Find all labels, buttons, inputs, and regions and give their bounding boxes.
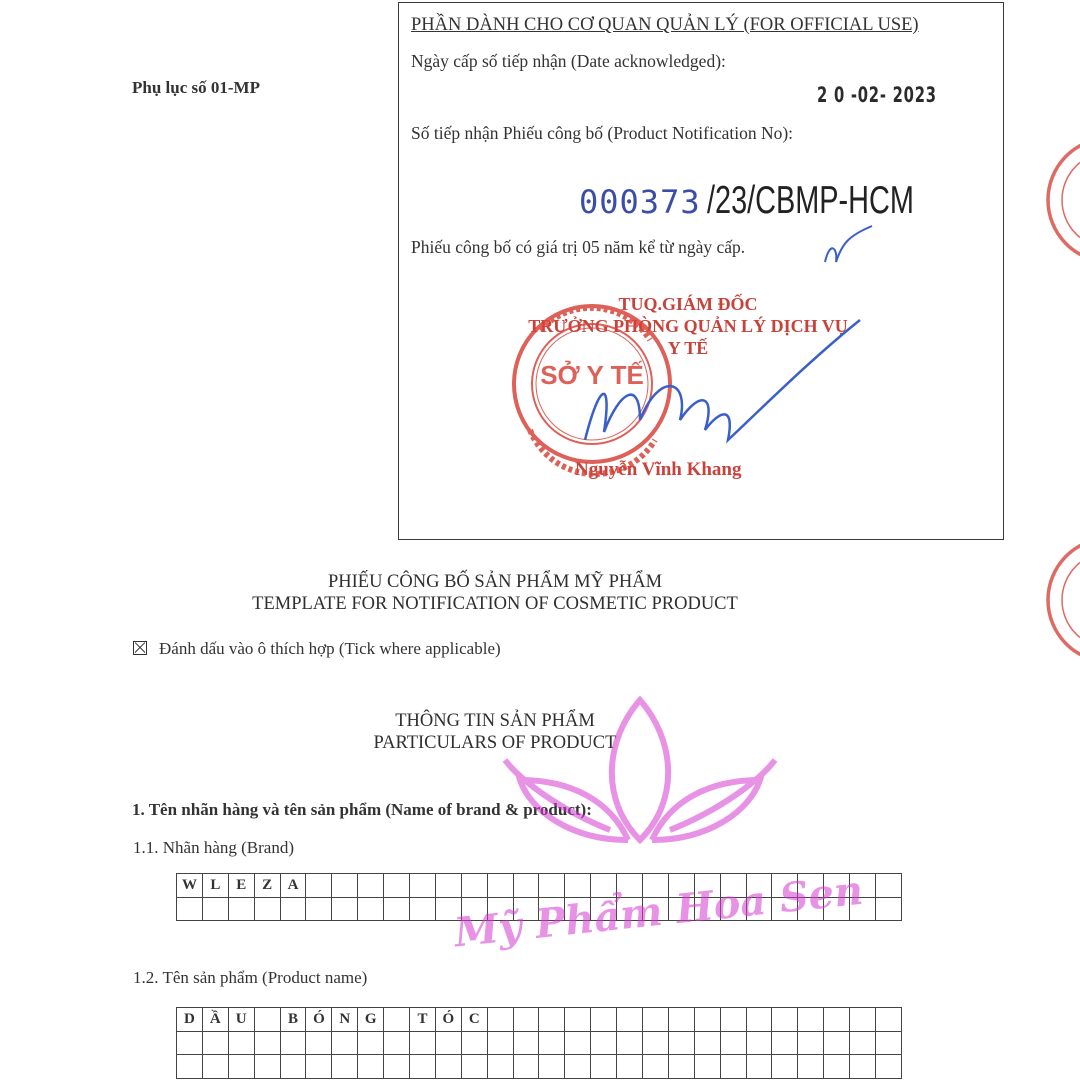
letter-cell[interactable]	[229, 898, 255, 922]
notification-number-digits: 000373	[579, 183, 701, 221]
letter-cell[interactable]	[203, 1055, 229, 1079]
letter-cell[interactable]: Ó	[306, 1008, 332, 1032]
letter-cell[interactable]: E	[229, 874, 255, 898]
letter-cell[interactable]: W	[177, 874, 203, 898]
letter-cell[interactable]	[591, 1032, 617, 1056]
letter-cell[interactable]	[876, 898, 902, 922]
letter-cell[interactable]	[876, 1032, 902, 1056]
letter-cell[interactable]	[695, 1055, 721, 1079]
letter-cell[interactable]: U	[229, 1008, 255, 1032]
letter-cell[interactable]	[436, 1032, 462, 1056]
letter-cell[interactable]	[384, 1055, 410, 1079]
letter-cell[interactable]	[255, 1032, 281, 1056]
letter-cell[interactable]: A	[281, 874, 307, 898]
letter-cell[interactable]	[410, 874, 436, 898]
letter-cell[interactable]	[591, 1055, 617, 1079]
letter-cell[interactable]	[617, 874, 643, 898]
letter-cell[interactable]	[695, 874, 721, 898]
letter-cell[interactable]	[539, 1055, 565, 1079]
tick-instruction	[133, 639, 501, 659]
official-use-box	[398, 2, 1004, 540]
date-acknowledged-value: 2 0 -02- 2023	[817, 83, 937, 107]
letter-cell[interactable]	[643, 1008, 669, 1032]
letter-cell[interactable]	[255, 898, 281, 922]
notification-number-suffix: /23/CBMP-HCM	[706, 179, 914, 222]
letter-cell[interactable]	[798, 1032, 824, 1056]
date-acknowledged-label: Ngày cấp số tiếp nhận (Date acknowledged):	[411, 51, 726, 71]
letter-cell[interactable]	[384, 874, 410, 898]
letter-cell[interactable]	[721, 1008, 747, 1032]
letter-cell[interactable]	[332, 1055, 358, 1079]
letter-cell[interactable]	[177, 898, 203, 922]
letter-cell[interactable]	[824, 898, 850, 922]
letter-cell[interactable]: Z	[255, 874, 281, 898]
notification-number	[579, 179, 986, 223]
letter-cell[interactable]	[281, 1055, 307, 1079]
letter-cell[interactable]	[539, 1008, 565, 1032]
letter-cell[interactable]	[798, 1008, 824, 1032]
checked-box-icon	[133, 641, 147, 655]
annex-label: Phụ lục số 01-MP	[132, 78, 260, 97]
letter-cell[interactable]: Ó	[436, 1008, 462, 1032]
letter-cell[interactable]	[747, 1008, 773, 1032]
letter-cell[interactable]	[772, 1055, 798, 1079]
form-title-vi: PHIẾU CÔNG BỐ SẢN PHẨM MỸ PHẨM	[327, 572, 663, 592]
letter-cell[interactable]	[410, 898, 436, 922]
letter-cell[interactable]	[747, 898, 773, 922]
letter-cell[interactable]	[514, 1032, 540, 1056]
letter-cell[interactable]	[876, 1008, 902, 1032]
letter-cell[interactable]	[565, 1008, 591, 1032]
letter-cell[interactable]	[514, 874, 540, 898]
letter-cell[interactable]	[798, 874, 824, 898]
letter-cell[interactable]	[539, 1032, 565, 1056]
letter-cell[interactable]	[669, 1032, 695, 1056]
letter-cell[interactable]	[617, 898, 643, 922]
form-title-en: TEMPLATE FOR NOTIFICATION OF COSMETIC PRODUCT	[252, 594, 738, 614]
letter-cell[interactable]	[384, 1008, 410, 1032]
section-title-vi: THÔNG TIN SẢN PHẨM	[395, 711, 595, 731]
seal-text: SỞ Y TẾ	[540, 360, 644, 390]
letter-cell[interactable]	[436, 1055, 462, 1079]
letter-cell[interactable]	[358, 1055, 384, 1079]
letter-cell[interactable]	[695, 898, 721, 922]
letter-cell[interactable]	[850, 874, 876, 898]
letter-cell[interactable]	[772, 1008, 798, 1032]
letter-cell[interactable]	[462, 898, 488, 922]
question-1-label: 1. Tên nhãn hàng và tên sản phẩm (Name of brand & product):	[132, 800, 592, 819]
letter-cell[interactable]	[824, 1055, 850, 1079]
letter-cell[interactable]	[798, 1055, 824, 1079]
letter-cell[interactable]	[772, 898, 798, 922]
letter-cell[interactable]	[306, 874, 332, 898]
letter-cell[interactable]	[255, 1055, 281, 1079]
letter-cell[interactable]	[617, 1032, 643, 1056]
letter-cell[interactable]: C	[462, 1008, 488, 1032]
letter-cell[interactable]	[281, 1032, 307, 1056]
letter-cell[interactable]	[539, 874, 565, 898]
letter-cell[interactable]	[565, 874, 591, 898]
approver-title-line1: TUQ.GIÁM ĐỐC	[618, 294, 758, 314]
letter-cell[interactable]	[488, 898, 514, 922]
letter-cell[interactable]	[824, 874, 850, 898]
approver-title	[523, 293, 853, 359]
letter-cell[interactable]	[436, 874, 462, 898]
letter-cell[interactable]	[358, 874, 384, 898]
letter-cell[interactable]	[306, 1055, 332, 1079]
letter-cell[interactable]	[772, 874, 798, 898]
letter-cell[interactable]: Ầ	[203, 1008, 229, 1032]
letter-cell[interactable]	[747, 1032, 773, 1056]
notification-number-label: Số tiếp nhận Phiếu công bố (Product Notification No):	[411, 123, 794, 143]
brand-label: 1.1. Nhãn hàng (Brand)	[133, 838, 294, 857]
letter-cell[interactable]	[306, 898, 332, 922]
letter-cell[interactable]	[617, 1055, 643, 1079]
letter-cell[interactable]: N	[332, 1008, 358, 1032]
letter-cell[interactable]	[643, 1032, 669, 1056]
letter-cell[interactable]	[876, 874, 902, 898]
letter-cell[interactable]	[747, 874, 773, 898]
letter-cell[interactable]	[358, 1032, 384, 1056]
letter-cell[interactable]	[876, 1055, 902, 1079]
letter-cell[interactable]	[747, 1055, 773, 1079]
letter-cell[interactable]	[669, 874, 695, 898]
letter-cell[interactable]	[332, 898, 358, 922]
product-name-letter-grid[interactable]	[176, 1007, 902, 1079]
letter-cell[interactable]	[772, 1032, 798, 1056]
letter-cell[interactable]	[177, 1055, 203, 1079]
letter-cell[interactable]	[384, 1032, 410, 1056]
letter-cell[interactable]	[488, 1055, 514, 1079]
letter-cell[interactable]	[281, 898, 307, 922]
letter-cell[interactable]	[669, 898, 695, 922]
letter-cell[interactable]	[824, 1008, 850, 1032]
letter-cell[interactable]	[565, 1032, 591, 1056]
letter-cell[interactable]	[306, 1032, 332, 1056]
official-use-title: PHẦN DÀNH CHO CƠ QUAN QUẢN LÝ (FOR OFFICIAL USE)	[411, 15, 919, 35]
letter-cell[interactable]	[255, 1008, 281, 1032]
brand-letter-grid[interactable]	[176, 873, 902, 921]
letter-cell[interactable]	[721, 898, 747, 922]
letter-cell[interactable]	[462, 1055, 488, 1079]
letter-cell[interactable]	[332, 874, 358, 898]
approver-title-line2: TRƯỞNG PHÒNG QUẢN LÝ DỊCH VỤ Y TẾ	[528, 316, 848, 358]
letter-cell[interactable]	[565, 898, 591, 922]
letter-cell[interactable]	[695, 1032, 721, 1056]
letter-cell[interactable]	[669, 1008, 695, 1032]
edge-seal-icon	[1048, 138, 1080, 662]
letter-cell[interactable]	[695, 1008, 721, 1032]
letter-cell[interactable]	[514, 1055, 540, 1079]
letter-cell[interactable]	[850, 1008, 876, 1032]
letter-cell[interactable]	[565, 1055, 591, 1079]
section-title-en: PARTICULARS OF PRODUCT	[373, 733, 617, 753]
letter-cell[interactable]	[591, 874, 617, 898]
letter-cell[interactable]	[229, 1055, 255, 1079]
approver-name: Nguyễn Vĩnh Khang	[575, 459, 742, 480]
letter-cell[interactable]	[643, 1055, 669, 1079]
letter-cell[interactable]	[643, 874, 669, 898]
letter-cell[interactable]	[488, 874, 514, 898]
letter-cell[interactable]	[229, 1032, 255, 1056]
letter-cell[interactable]: L	[203, 874, 229, 898]
letter-cell[interactable]	[669, 1055, 695, 1079]
letter-cell[interactable]	[850, 1055, 876, 1079]
letter-cell[interactable]	[721, 1032, 747, 1056]
letter-cell[interactable]	[514, 1008, 540, 1032]
letter-cell[interactable]	[436, 898, 462, 922]
letter-cell[interactable]	[617, 1008, 643, 1032]
validity-text: Phiếu công bố có giá trị 05 năm kể từ ngày cấp.	[411, 237, 746, 257]
letter-cell[interactable]	[332, 1032, 358, 1056]
letter-cell[interactable]	[643, 898, 669, 922]
letter-cell[interactable]	[514, 898, 540, 922]
letter-cell[interactable]	[384, 898, 410, 922]
letter-cell[interactable]	[488, 1032, 514, 1056]
letter-cell[interactable]	[721, 1055, 747, 1079]
letter-cell[interactable]	[203, 898, 229, 922]
letter-cell[interactable]	[539, 898, 565, 922]
letter-cell[interactable]	[462, 874, 488, 898]
letter-cell[interactable]: B	[281, 1008, 307, 1032]
letter-cell[interactable]	[721, 874, 747, 898]
letter-cell[interactable]	[591, 898, 617, 922]
tick-instruction-text: Đánh dấu vào ô thích hợp (Tick where applicable)	[159, 639, 501, 658]
letter-cell[interactable]: D	[177, 1008, 203, 1032]
letter-cell[interactable]	[358, 898, 384, 922]
letter-cell[interactable]	[591, 1008, 617, 1032]
watermark-text: Mỹ Phẩm Hoa Sen	[451, 866, 866, 957]
letter-cell[interactable]	[488, 1008, 514, 1032]
letter-cell[interactable]: T	[410, 1008, 436, 1032]
letter-cell[interactable]	[177, 1032, 203, 1056]
letter-cell[interactable]	[410, 1032, 436, 1056]
letter-cell[interactable]	[798, 898, 824, 922]
product-name-label: 1.2. Tên sản phẩm (Product name)	[133, 968, 368, 987]
letter-cell[interactable]: G	[358, 1008, 384, 1032]
letter-cell[interactable]	[850, 1032, 876, 1056]
letter-cell[interactable]	[462, 1032, 488, 1056]
letter-cell[interactable]	[850, 898, 876, 922]
letter-cell[interactable]	[410, 1055, 436, 1079]
letter-cell[interactable]	[824, 1032, 850, 1056]
letter-cell[interactable]	[203, 1032, 229, 1056]
